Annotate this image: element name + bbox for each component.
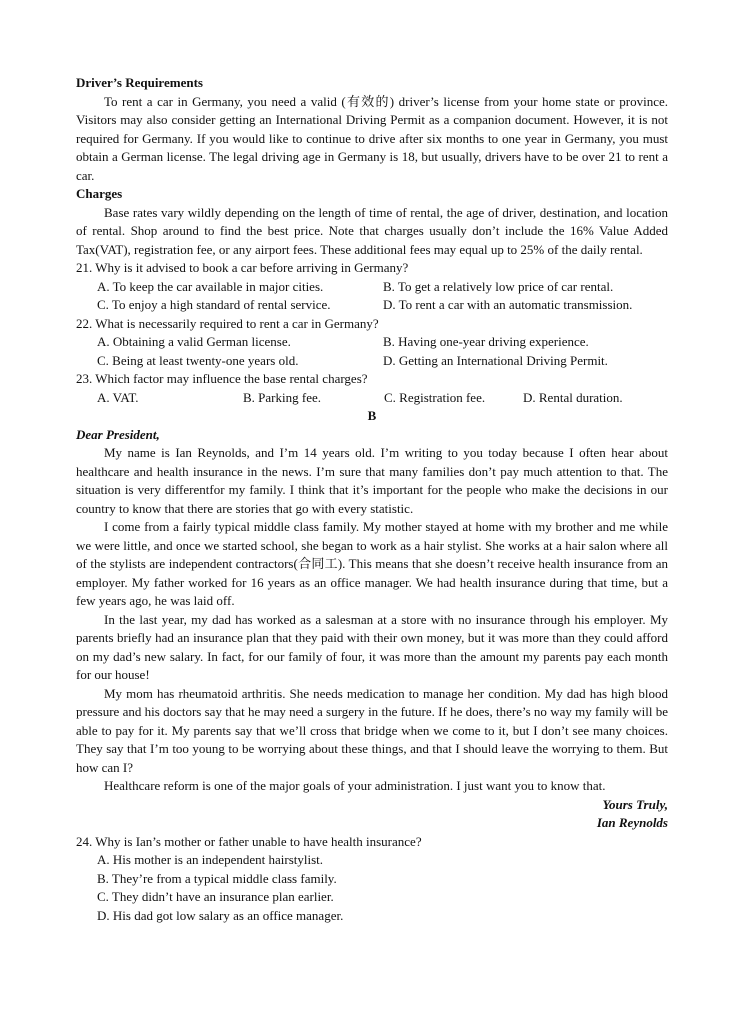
letter-paragraph-5: Healthcare reform is one of the major goals of your administration. I just want you to know that. xyxy=(104,778,606,793)
question-23: 23. Which factor may influence the base rental charges? xyxy=(76,371,368,386)
q23-option-a[interactable]: A. VAT. xyxy=(97,389,139,405)
letter-salutation: Dear President, xyxy=(76,426,160,442)
q21-option-b[interactable]: B. To get a relatively low price of car rental. xyxy=(383,278,614,294)
q22-option-a[interactable]: A. Obtaining a valid German license. xyxy=(97,334,291,349)
q24-option-a[interactable]: A. His mother is an independent hairstylist. xyxy=(97,852,324,867)
q23-option-b[interactable]: B. Parking fee. xyxy=(243,389,321,405)
q22-option-d[interactable]: D. Getting an International Driving Permit. xyxy=(383,352,608,368)
paragraph-requirements: To rent a car in Germany, you need a valid (有效的) driver’s license from your home state or province. Visitors may also consider getting an International Driving Permit as a companion document. However, it is not required for Germany. If you would like to continue to drive after six months to one year in Germany, you must obtain a German license. The legal driving age in Germany is 18, but usually, drivers have to be over 21 to rent a car. xyxy=(76,93,668,183)
letter-paragraph-2: I come from a fairly typical middle class family. My mother stayed at home with my brother and me while we were little, and once we started school, she began to work as a hair stylist. She works at a hair salon where all of the stylists are independent contractors(合同工). This means that she doesn’t receive health insurance from an employer. My father worked for 16 years as an office manager. We had health insurance during that time, but a few years ago, he was laid off. xyxy=(76,519,668,608)
heading-charges: Charges xyxy=(76,186,123,201)
paragraph-charges: Base rates vary wildly depending on the length of time of rental, the age of driver, destination, and location of rental. Shop around to find the best price. Note that charges usually don’t include the 16% Value Added Tax(VAT), registration fee, or any airport fees. These additional fees may equal up to 25% of the daily rental. xyxy=(76,204,668,257)
q21-options-row1 xyxy=(76,278,668,297)
q23-option-c[interactable]: C. Registration fee. xyxy=(384,389,486,405)
q22-options-row1 xyxy=(76,333,668,352)
q21-option-a[interactable]: A. To keep the car available in major cities. xyxy=(97,278,324,294)
letter-paragraph-4: My mom has rheumatoid arthritis. She needs medication to manage her condition. My dad has high blood pressure and his doctors say that he may need a surgery in the future. If he does, there’s no way my family will be able to pay for it. My parents say that we’ll cross that bridge when we come to it, but I don’t see many choices. They say that I’m too young to be worrying about these things, and that I should leave the worrying to them. But how can I? xyxy=(76,685,668,775)
q24-option-b[interactable]: B. They’re from a typical middle class family. xyxy=(97,870,337,886)
letter-paragraph-3: In the last year, my dad has worked as a salesman at a store with no insurance through his employer. My parents briefly had an insurance plan that they paid with their own money, but it was more than they could afford on my dad’s new salary. In fact, for our family of four, it was more than the amount my parents pay each month for our house! xyxy=(76,611,668,682)
heading-drivers-requirements: Driver’s Requirements xyxy=(76,75,203,90)
question-24: 24. Why is Ian’s mother or father unable to have health insurance? xyxy=(76,833,422,849)
question-21: 21. Why is it advised to book a car before arriving in Germany? xyxy=(76,260,409,275)
section-b-label: B xyxy=(367,408,377,423)
q21-option-c[interactable]: C. To enjoy a high standard of rental service. xyxy=(97,297,331,312)
q22-options-row2 xyxy=(76,352,668,371)
document-page xyxy=(76,74,668,925)
q24-option-d[interactable]: D. His dad got low salary as an office manager. xyxy=(97,907,344,923)
question-22: 22. What is necessarily required to rent a car in Germany? xyxy=(76,315,379,331)
q22-option-b[interactable]: B. Having one-year driving experience. xyxy=(383,334,589,349)
q21-option-d[interactable]: D. To rent a car with an automatic transmission. xyxy=(383,297,633,312)
q22-option-c[interactable]: C. Being at least twenty-one years old. xyxy=(97,352,299,368)
q21-options-row2 xyxy=(76,296,668,315)
letter-signature: Ian Reynolds xyxy=(596,815,668,830)
q24-option-c[interactable]: C. They didn’t have an insurance plan earlier. xyxy=(97,889,334,904)
letter-paragraph-1: My name is Ian Reynolds, and I’m 14 years old. I’m writing to you today because I often hear about healthcare and health insurance in the news. I’m sure that many families don’t pay much attention to that. The situation is very differentfor my family. I think that it’s important for the people who make the decisions in our country to know that there are stories that go with every statistic. xyxy=(76,445,668,516)
letter-closing: Yours Truly, xyxy=(602,796,668,812)
q23-option-d[interactable]: D. Rental duration. xyxy=(523,389,623,405)
q23-options-row xyxy=(76,389,668,408)
